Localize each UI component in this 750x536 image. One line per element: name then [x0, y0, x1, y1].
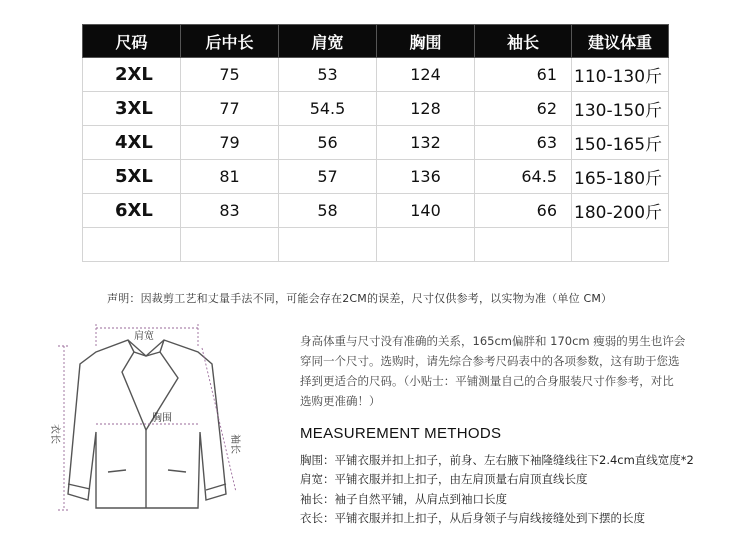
cell-size: 4XL — [83, 126, 181, 160]
shoulder-label: 肩宽 — [134, 331, 154, 342]
cell-chest: 128 — [377, 92, 475, 126]
cell-sleeve: 62 — [475, 92, 572, 126]
cell-chest: 140 — [377, 194, 475, 228]
cell-weight: 165-180斤 — [572, 160, 669, 194]
cell-sleeve: 63 — [475, 126, 572, 160]
cell-sleeve: 61 — [475, 58, 572, 92]
cell-back-length: 83 — [181, 194, 279, 228]
cell-shoulder: 54.5 — [279, 92, 377, 126]
cell-shoulder: 56 — [279, 126, 377, 160]
cell-size — [83, 228, 181, 262]
length-label: 衣长 — [49, 424, 60, 444]
chest-label: 胸围 — [152, 413, 172, 424]
intro-line: 穿同一个尺寸。选购时，请先综合参考尺码表中的各项参数，这有助于您选 — [300, 354, 680, 368]
cell-weight: 130-150斤 — [572, 92, 669, 126]
intro-line: 身高体重与尺寸没有准确的关系，165cm偏胖和 170cm 瘦弱的男生也许会 — [300, 334, 686, 348]
method-length: 衣长：平铺衣服并扣上扣子，从后身领子与肩线接缝处到下摆的长度 — [300, 510, 645, 525]
jacket-outline — [68, 340, 226, 508]
table-header-row — [83, 25, 669, 58]
cell-back-length: 75 — [181, 58, 279, 92]
measurement-methods-title: MEASUREMENT METHODS — [300, 425, 502, 442]
jacket-measurement-diagram — [30, 312, 270, 530]
intro-line: 择到更适合的尺码。（小贴士：平铺测量自己的合身服装尺寸作参考，对比 — [300, 374, 674, 388]
cell-back-length: 77 — [181, 92, 279, 126]
cell-size: 3XL — [83, 92, 181, 126]
cell-sleeve: 66 — [475, 194, 572, 228]
cell-weight — [572, 228, 669, 262]
cell-chest: 124 — [377, 58, 475, 92]
measurement-methods-list — [300, 451, 694, 528]
header-size: 尺码 — [83, 25, 181, 58]
cell-size: 2XL — [83, 58, 181, 92]
table-row — [83, 160, 669, 194]
cell-size: 5XL — [83, 160, 181, 194]
cell-weight: 180-200斤 — [572, 194, 669, 228]
size-table — [82, 24, 669, 262]
table-row — [83, 194, 669, 228]
disclaimer-note: 声明：因裁剪工艺和丈量手法不同，可能会存在2CM的误差，尺寸仅供参考，以实物为准（单位 CM） — [107, 292, 613, 305]
method-chest: 胸围：平铺衣服并扣上扣子，前身、左右腋下袖隆缝线往下2.4cm直线宽度*2 — [300, 453, 694, 467]
cell-chest: 136 — [377, 160, 475, 194]
cell-back-length: 81 — [181, 160, 279, 194]
table-row — [83, 92, 669, 126]
method-sleeve: 袖长：袖子自然平铺，从肩点到袖口长度 — [300, 491, 507, 506]
cell-shoulder: 53 — [279, 58, 377, 92]
cell-shoulder — [279, 228, 377, 262]
cell-sleeve: 64.5 — [475, 160, 572, 194]
table-row — [83, 228, 669, 262]
size-advice-paragraph — [300, 331, 690, 411]
cell-shoulder: 57 — [279, 160, 377, 194]
header-shoulder: 肩宽 — [279, 25, 377, 58]
cell-weight: 110-130斤 — [572, 58, 669, 92]
cell-back-length: 79 — [181, 126, 279, 160]
intro-line: 选购更准确！） — [300, 394, 381, 408]
cell-shoulder: 58 — [279, 194, 377, 228]
header-back-length: 后中长 — [181, 25, 279, 58]
sleeve-label: 袖长 — [229, 434, 240, 454]
table-row — [83, 58, 669, 92]
cell-back-length — [181, 228, 279, 262]
cell-size: 6XL — [83, 194, 181, 228]
header-chest: 胸围 — [377, 25, 475, 58]
header-sleeve: 袖长 — [475, 25, 572, 58]
table-row — [83, 126, 669, 160]
method-shoulder: 肩宽：平铺衣服并扣上扣子，由左肩顶量右肩顶直线长度 — [300, 472, 588, 487]
cell-chest — [377, 228, 475, 262]
cell-chest: 132 — [377, 126, 475, 160]
cell-weight: 150-165斤 — [572, 126, 669, 160]
header-weight: 建议体重 — [572, 25, 669, 58]
measurement-guides — [58, 324, 236, 510]
cell-sleeve — [475, 228, 572, 262]
